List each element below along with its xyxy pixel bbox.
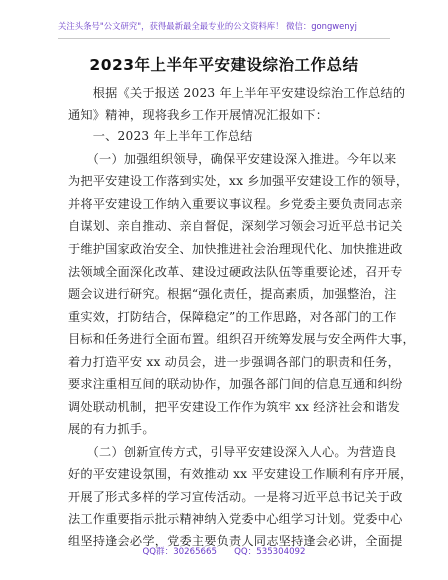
body-line: 题会议进行研究。根据“强化责任，提高素质，加强整治，注 <box>68 287 397 301</box>
body-line: 通知》精神，现将我乡工作开展情况汇报如下： <box>68 108 329 122</box>
body-line: 自谋划、亲自推动、亲自督促，深刻学习领会习近平总书记关 <box>68 219 403 233</box>
body-line: 根据《关于报送 2023 年上半年平安建设综治工作总结的 <box>68 86 406 100</box>
body-line: 法工作重要指示批示精神纳入党委中心组学习计划。党委中心 <box>68 512 403 526</box>
body-line: 好的平安建设氛围，有效推动 xx 平安建设工作顺利有序开展， <box>68 467 413 481</box>
section-heading: 一、2023 年上半年工作总结 <box>68 129 253 143</box>
body-line: （一）加强组织领导，确保平安建设深入推进。今年以来 <box>68 152 397 166</box>
body-line: （二）创新宣传方式，引导平安建设深入人心。为营造良 <box>68 445 397 459</box>
document-title: 2023年上半年平安建设综治工作总结 <box>89 56 359 74</box>
footer-contact: QQ群：30265665 QQ：535304092 <box>142 547 306 557</box>
banner-divider <box>58 38 390 39</box>
body-line: 重实效，打防结合，保障稳定”的工作思路，对各部门的工作 <box>68 310 397 324</box>
body-line: 调处联动机制，把平安建设工作作为筑牢 xx 经济社会和谐发 <box>68 400 400 414</box>
body-line: 为把平安建设工作落到实处，xx 乡加强平安建设工作的领导， <box>68 174 409 188</box>
body-line: 开展了形式多样的学习宣传活动。一是将习近平总书记关于政 <box>68 490 403 504</box>
body-line: 于维护国家政治安全、加快推进社会治理现代化、加快推进政 <box>68 242 403 256</box>
body-line: 展的有力抓手。 <box>68 422 155 436</box>
body-line: 着力打造平安 xx 动员会，进一步强调各部门的职责和任务， <box>68 355 400 369</box>
body-line: 组坚持逢会必学，党委主要负责人同志坚持逢会必讲，全面提 <box>68 534 403 548</box>
body-line: 法领域全面深化改革、建设过硬政法队伍等重要论述，召开专 <box>68 265 403 279</box>
top-banner: 关注头条号"公文研究"，获得最新最全最专业的公文资料库！ 微信：gongwenyj <box>58 21 357 31</box>
body-line: 并将平安建设工作纳入重要议事议程。乡党委主要负责同志亲 <box>68 197 403 211</box>
body-line: 要求注重相互间的联动协作，加强各部门间的信息互通和纠纷 <box>68 377 403 391</box>
body-line: 目标和任务进行全面布置。组织召开统筹发展与安全两件大事， <box>68 332 415 346</box>
